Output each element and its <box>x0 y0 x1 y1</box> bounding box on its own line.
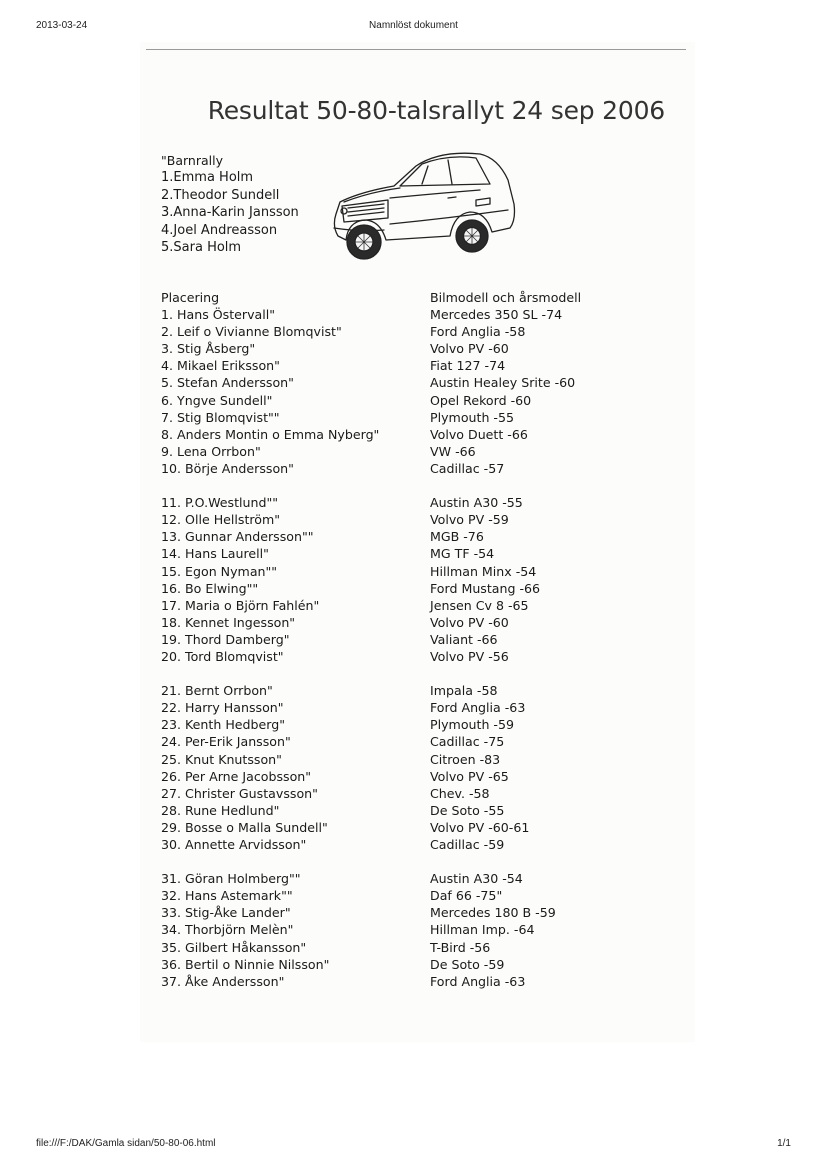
car-model: Impala -58 <box>430 683 498 699</box>
car-model: Volvo PV -56 <box>430 648 509 664</box>
result-row <box>161 597 681 614</box>
result-row <box>161 973 681 990</box>
result-row <box>161 563 681 580</box>
result-row <box>161 545 681 562</box>
result-row <box>161 904 681 921</box>
result-row <box>161 511 681 528</box>
result-row <box>161 392 681 409</box>
scanned-page <box>140 42 695 1042</box>
participant-name: 24. Per-Erik Jansson" <box>161 734 291 750</box>
participant-name: 16. Bo Elwing"" <box>161 580 259 596</box>
participant-name: 13. Gunnar Andersson"" <box>161 529 314 545</box>
participant-name: 33. Stig-Åke Lander" <box>161 905 291 921</box>
kids-rally-entry: 1.Emma Holm <box>161 170 254 186</box>
participant-name: 7. Stig Blomqvist"" <box>161 409 280 425</box>
car-model: Cadillac -75 <box>430 734 505 750</box>
result-row <box>161 716 681 733</box>
result-row <box>161 785 681 802</box>
result-row <box>161 870 681 887</box>
car-model: Fiat 127 -74 <box>430 358 506 374</box>
print-footer <box>0 1138 827 1152</box>
result-row <box>161 939 681 956</box>
participant-name: 37. Åke Andersson" <box>161 973 285 989</box>
participant-name: 8. Anders Montin o Emma Nyberg" <box>161 426 380 442</box>
car-model: Volvo PV -60-61 <box>430 819 530 835</box>
participant-name: 26. Per Arne Jacobsson" <box>161 768 312 784</box>
participant-name: 27. Christer Gustavsson" <box>161 785 318 801</box>
result-row <box>161 648 681 665</box>
kids-rally-list <box>161 152 299 256</box>
group-spacer <box>161 665 681 682</box>
result-row <box>161 580 681 597</box>
print-header <box>0 20 827 34</box>
car-model: Ford Anglia -63 <box>430 700 526 716</box>
result-row <box>161 443 681 460</box>
result-row <box>161 409 681 426</box>
participant-name: 21. Bernt Orrbon" <box>161 683 273 699</box>
car-model: Valiant -66 <box>430 631 498 647</box>
result-row <box>161 699 681 716</box>
print-title: Namnlöst dokument <box>369 20 458 31</box>
result-row <box>161 887 681 904</box>
car-model: Jensen Cv 8 -65 <box>430 597 529 613</box>
car-model: Ford Mustang -66 <box>430 580 541 596</box>
car-model: Plymouth -55 <box>430 409 514 425</box>
participant-name: 9. Lena Orrbon" <box>161 443 261 459</box>
result-row <box>161 802 681 819</box>
participant-name: 1. Hans Östervall" <box>161 307 276 323</box>
car-model: Citroen -83 <box>430 751 501 767</box>
car-model: Austin A30 -55 <box>430 495 523 511</box>
participant-name: 36. Bertil o Ninnie Nilsson" <box>161 956 330 972</box>
car-model: Volvo PV -59 <box>430 512 509 528</box>
kids-rally-entry: 3.Anna-Karin Jansson <box>161 205 299 221</box>
car-model: Hillman Minx -54 <box>430 563 537 579</box>
kids-rally-entry: 5.Sara Holm <box>161 240 242 256</box>
participant-name: 11. P.O.Westlund"" <box>161 495 279 511</box>
result-row <box>161 306 681 323</box>
kids-rally-entry: 2.Theodor Sundell <box>161 187 280 203</box>
car-drawing <box>330 140 520 272</box>
car-model: Volvo PV -65 <box>430 768 509 784</box>
participant-name: 18. Kennet Ingesson" <box>161 614 296 630</box>
result-row <box>161 921 681 938</box>
placement-column-header: Placering <box>161 290 220 305</box>
car-model: Volvo PV -60 <box>430 614 509 630</box>
participant-name: 10. Börje Andersson" <box>161 460 294 476</box>
result-row <box>161 733 681 750</box>
car-model: Mercedes 180 B -59 <box>430 905 556 921</box>
participant-name: 31. Göran Holmberg"" <box>161 871 301 887</box>
car-model: MG TF -54 <box>430 546 495 562</box>
car-model-column-header: Bilmodell och årsmodell <box>430 290 582 305</box>
result-row <box>161 682 681 699</box>
result-row <box>161 956 681 973</box>
participant-name: 19. Thord Damberg" <box>161 631 290 647</box>
result-row <box>161 460 681 477</box>
participant-name: 12. Olle Hellström" <box>161 512 281 528</box>
result-row <box>161 768 681 785</box>
participant-name: 32. Hans Astemark"" <box>161 888 293 904</box>
participant-name: 20. Tord Blomqvist" <box>161 648 284 664</box>
participant-name: 29. Bosse o Malla Sundell" <box>161 819 328 835</box>
car-model: Mercedes 350 SL -74 <box>430 307 563 323</box>
car-model: Ford Anglia -58 <box>430 324 526 340</box>
participant-name: 25. Knut Knutsson" <box>161 751 282 767</box>
car-model: Hillman Imp. -64 <box>430 922 535 938</box>
car-model: MGB -76 <box>430 529 484 545</box>
car-model: Chev. -58 <box>430 785 490 801</box>
participant-name: 4. Mikael Eriksson" <box>161 358 280 374</box>
result-row <box>161 374 681 391</box>
result-row <box>161 323 681 340</box>
results-table <box>161 289 681 990</box>
document-title: Resultat 50-80-talsrallyt 24 sep 2006 <box>207 96 665 125</box>
participant-name: 5. Stefan Andersson" <box>161 375 294 391</box>
group-spacer <box>161 853 681 870</box>
participant-name: 23. Kenth Hedberg" <box>161 717 286 733</box>
result-row <box>161 528 681 545</box>
page-number: 1/1 <box>777 1138 791 1149</box>
results-header-row <box>161 289 681 306</box>
car-model: Plymouth -59 <box>430 717 514 733</box>
result-row <box>161 751 681 768</box>
participant-name: 14. Hans Laurell" <box>161 546 269 562</box>
car-model: Austin Healey Srite -60 <box>430 375 576 391</box>
result-row <box>161 836 681 853</box>
car-model: Volvo PV -60 <box>430 341 509 357</box>
car-model: T-Bird -56 <box>430 939 491 955</box>
result-row <box>161 819 681 836</box>
car-model: Volvo Duett -66 <box>430 426 528 442</box>
participant-name: 22. Harry Hansson" <box>161 700 284 716</box>
participant-name: 15. Egon Nyman"" <box>161 563 278 579</box>
result-row <box>161 631 681 648</box>
car-model: Cadillac -59 <box>430 837 505 852</box>
participant-name: 34. Thorbjörn Melèn" <box>161 922 294 938</box>
participant-name: 35. Gilbert Håkansson" <box>161 939 307 955</box>
car-model: Cadillac -57 <box>430 460 505 476</box>
participant-name: 6. Yngve Sundell" <box>161 392 273 408</box>
kids-rally-entry: 4.Joel Andreasson <box>161 222 278 238</box>
car-model: De Soto -59 <box>430 956 505 972</box>
result-row <box>161 340 681 357</box>
participant-name: 17. Maria o Björn Fahlén" <box>161 597 320 613</box>
participant-name: 30. Annette Arvidsson" <box>161 837 307 852</box>
result-row <box>161 357 681 374</box>
participant-name: 2. Leif o Vivianne Blomqvist" <box>161 324 342 340</box>
participant-name: 3. Stig Åsberg" <box>161 341 256 357</box>
car-model: Daf 66 -75" <box>430 888 503 904</box>
group-spacer <box>161 477 681 494</box>
kids-rally-heading: "Barnrally <box>161 153 223 168</box>
file-path: file:///F:/DAK/Gamla sidan/50-80-06.html <box>36 1138 216 1149</box>
participant-name: 28. Rune Hedlund" <box>161 802 280 818</box>
result-row <box>161 494 681 511</box>
result-row <box>161 614 681 631</box>
print-date: 2013-03-24 <box>36 20 88 31</box>
car-model: Opel Rekord -60 <box>430 392 532 408</box>
result-row <box>161 426 681 443</box>
car-model: Ford Anglia -63 <box>430 973 526 989</box>
top-rule <box>146 49 686 50</box>
car-model: De Soto -55 <box>430 802 505 818</box>
car-model: Austin A30 -54 <box>430 871 523 887</box>
car-model: VW -66 <box>430 443 476 459</box>
